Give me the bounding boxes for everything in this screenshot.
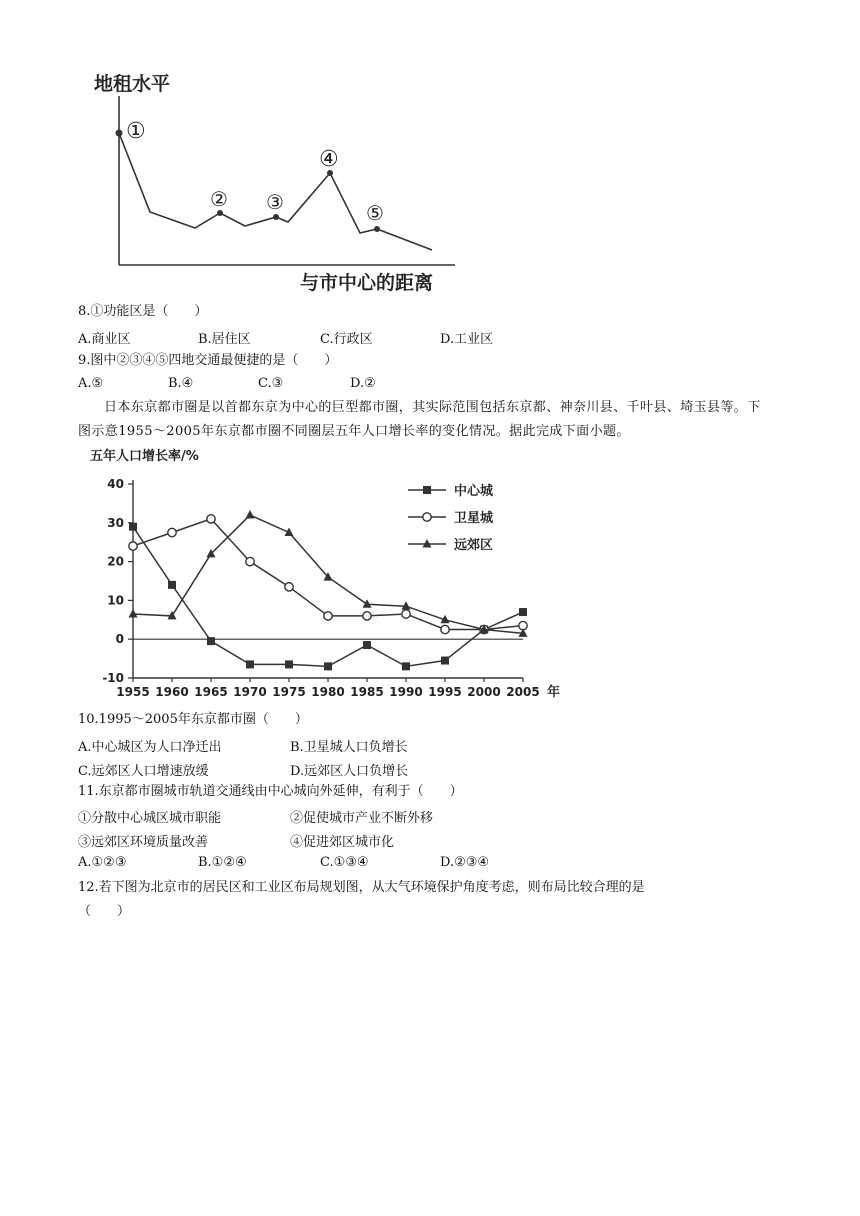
series-3-point (246, 510, 255, 518)
marker-label-5: ⑤ (366, 201, 384, 225)
series-2-point (129, 542, 137, 550)
legend-label: 中心城 (454, 484, 494, 499)
q10-option-c: C.远郊区人口增速放缓 (78, 764, 209, 779)
y-tick-label: -10 (102, 671, 124, 685)
y-tick-label: 10 (107, 593, 124, 608)
x-tick-label: 1995 (428, 685, 462, 699)
rent-distance-figure (80, 60, 480, 300)
series-2-point (246, 557, 254, 565)
series-1-point (168, 581, 176, 589)
series-1-point (246, 660, 254, 668)
series-1-point (285, 660, 293, 668)
q11-statement-2: ②促使城市产业不断外移 (290, 811, 434, 826)
chart-x-axis-title: 年 (547, 685, 561, 700)
series-2-point (285, 583, 293, 591)
x-tick-label: 1970 (233, 685, 267, 699)
q9-option-a: A.⑤ (78, 376, 104, 391)
population-growth-chart (78, 440, 568, 708)
series-2-point (207, 515, 215, 523)
x-tick-label: 1960 (155, 685, 189, 699)
series-1-point (129, 523, 137, 531)
q11-option-a: A.①②③ (78, 855, 127, 870)
q10-option-a: A.中心城区为人口净迁出 (78, 740, 222, 755)
q12-stem: 12.若下图为北京市的居民区和工业区布局规划图，从大气环境保护角度考虑，则布局比较合理的是 (78, 880, 645, 895)
legend-label: 远郊区 (454, 538, 494, 553)
series-1-point (207, 637, 215, 645)
intro-paragraph: 日本东京都市圈是以首都东京为中心的巨型都市圈，其实际范围包括东京都、神奈川县、千叶县、埼玉县等。下图示意1955～2005年东京都市圈不同圈层五年人口增长率的变化情况。据此完成下面小题。 (78, 400, 761, 439)
q10-option-d: D.远郊区人口负增长 (290, 764, 409, 779)
figure1-y-axis-title: 地租水平 (94, 73, 171, 95)
q8-option-c: C.行政区 (320, 332, 373, 347)
q8-option-a: A.商业区 (78, 332, 131, 347)
series-2-point (168, 528, 176, 536)
series-1-point (363, 641, 371, 649)
x-tick-label: 1965 (194, 685, 228, 699)
legend-marker (423, 513, 431, 521)
point-1 (116, 130, 123, 137)
series-2-point (402, 610, 410, 618)
q9-option-b: B.④ (168, 376, 194, 391)
q11-statement-3: ③远郊区环境质量改善 (78, 835, 209, 850)
q10-stem: 10.1995～2005年东京都市圈（ ） (78, 712, 308, 727)
series-3-point (363, 599, 372, 608)
series-1-point (402, 662, 410, 670)
series-2-point (324, 612, 332, 620)
q11-option-b: B.①②④ (198, 855, 247, 870)
legend-marker (423, 486, 431, 494)
y-tick-label: 0 (115, 632, 124, 647)
y-tick-label: 40 (107, 477, 124, 491)
series-2-point (363, 612, 371, 620)
marker-label-2: ② (210, 187, 228, 211)
q9-option-c: C.③ (258, 376, 284, 391)
y-tick-label: 30 (107, 515, 124, 530)
x-tick-label: 2005 (506, 685, 540, 699)
q12-answer-blank: （ ） (78, 904, 131, 919)
legend-label: 卫星城 (454, 511, 494, 526)
x-tick-label: 1985 (350, 685, 384, 699)
q8-stem: 8.①功能区是（ ） (78, 304, 208, 319)
q11-option-d: D.②③④ (440, 855, 490, 870)
y-tick-label: 20 (107, 554, 124, 569)
series-2-point (441, 625, 449, 633)
x-tick-label: 2000 (467, 685, 501, 699)
figure1-x-axis-title: 与市中心的距离 (300, 272, 434, 294)
q11-stem: 11.东京都市圈城市轨道交通线由中心城向外延伸，有利于（ ） (78, 784, 463, 799)
marker-label-1: ① (126, 119, 146, 144)
series-1-point (441, 657, 449, 665)
series-3-point (129, 609, 138, 618)
series-1-point (324, 662, 332, 670)
marker-label-4: ④ (319, 147, 339, 172)
q10-option-b: B.卫星城人口负增长 (290, 740, 408, 755)
q8-option-b: B.居住区 (198, 332, 251, 347)
point-3 (273, 214, 279, 220)
marker-label-3: ③ (266, 190, 284, 214)
q8-option-d: D.工业区 (440, 332, 494, 347)
x-tick-label: 1955 (116, 685, 150, 699)
q9-option-d: D.② (350, 376, 376, 391)
x-tick-label: 1975 (272, 685, 306, 699)
q11-statement-4: ④促进郊区城市化 (290, 835, 395, 850)
chart-y-axis-title: 五年人口增长率/% (90, 449, 199, 464)
x-tick-label: 1990 (389, 685, 423, 699)
q9-stem: 9.图中②③④⑤四地交通最便捷的是（ ） (78, 353, 338, 368)
point-5 (374, 226, 380, 232)
q11-statement-1: ①分散中心城区城市职能 (78, 811, 222, 826)
q11-option-c: C.①③④ (320, 855, 369, 870)
series-1-point (519, 608, 527, 616)
x-tick-label: 1980 (311, 685, 345, 699)
